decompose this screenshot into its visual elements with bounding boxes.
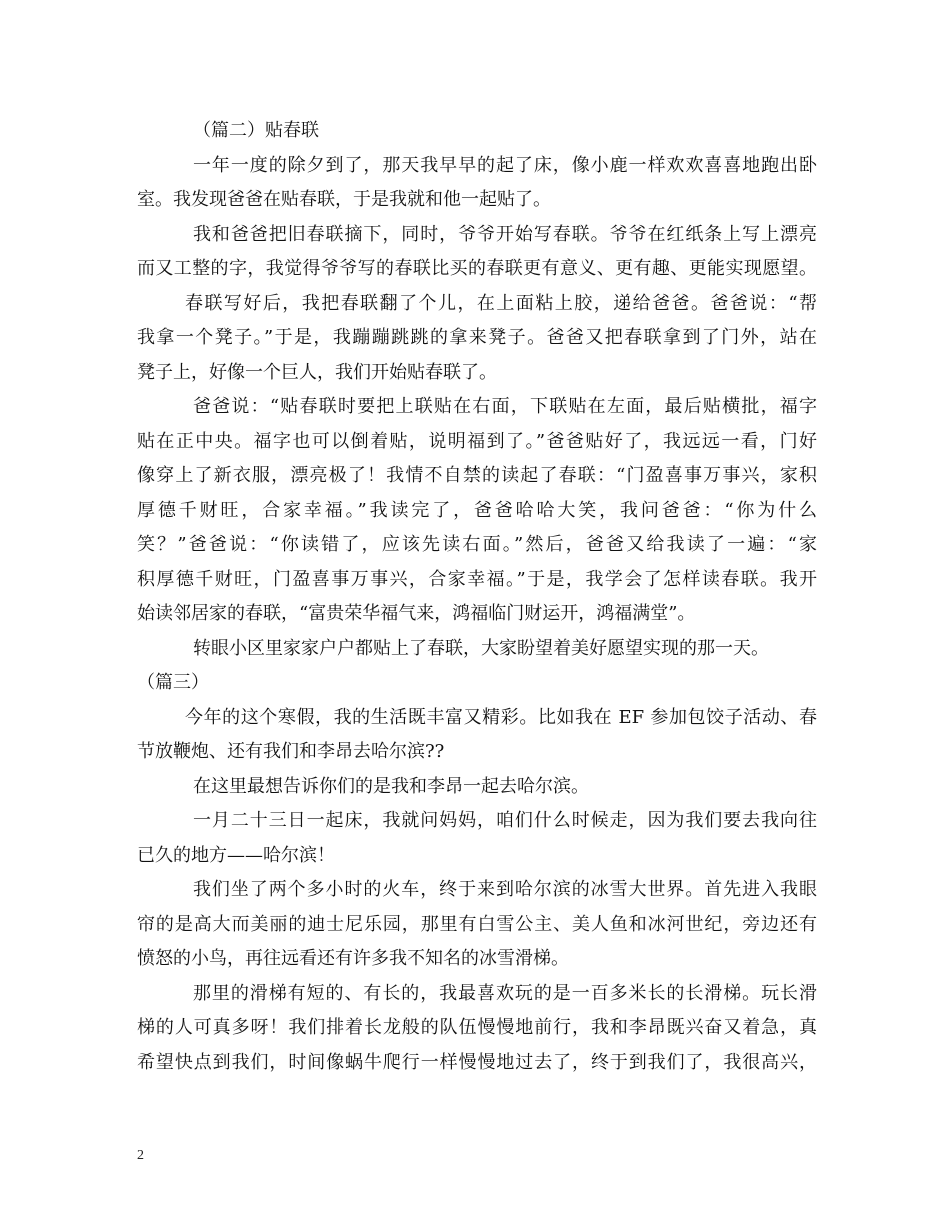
paragraph-line: 在这里最想告诉你们的是我和李昂一起去哈尔滨。 — [193, 775, 589, 797]
paragraph-line: 像穿上了新衣服，漂亮极了！我情不自禁的读起了春联：“门盈喜事万事兴，家积 — [137, 465, 817, 486]
paragraph-line: 我拿一个凳子。”于是，我蹦蹦跳跳的拿来凳子。爸爸又把春联拿到了门外，站在 — [137, 327, 817, 348]
section-heading: （篇三） — [137, 672, 209, 693]
paragraph-line: 爸爸说：“贴春联时要把上联贴在右面，下联贴在左面，最后贴横批，福字 — [193, 396, 817, 417]
paragraph-line: 转眼小区里家家户户都贴上了春联，大家盼望着美好愿望实现的那一天。 — [193, 637, 769, 659]
page-number: 2 — [137, 1148, 144, 1163]
paragraph-line: 而又工整的字，我觉得爷爷写的春联比买的春联更有意义、更有趣、更能实现愿望。 — [137, 258, 817, 279]
paragraph-line: 希望快点到我们，时间像蜗牛爬行一样慢慢地过去了，终于到我们了，我很高兴， — [137, 1051, 817, 1073]
paragraph-line: 愤怒的小鸟，再往远看还有许多我不知名的冰雪滑梯。 — [137, 948, 569, 969]
paragraph-line: 我们坐了两个多小时的火车，终于来到哈尔滨的冰雪大世界。首先进入我眼 — [193, 879, 817, 900]
section-heading: （篇二）贴春联 — [193, 120, 319, 141]
paragraph-line: 厚德千财旺，合家幸福。”我读完了，爸爸哈哈大笑，我问爸爸：“你为什么 — [137, 499, 817, 521]
paragraph-line: 已久的地方——哈尔滨！ — [137, 844, 335, 866]
paragraph-line: 春联写好后，我把春联翻了个儿，在上面粘上胶，递给爸爸。爸爸说：“帮 — [185, 292, 817, 314]
paragraph-line: 今年的这个寒假，我的生活既丰富又精彩。比如我在 EF 参加包饺子活动、春 — [185, 706, 817, 728]
paragraph-line: 一月二十三日一起床，我就问妈妈，咱们什么时候走，因为我们要去我向往 — [193, 810, 817, 831]
paragraph-line: 贴在正中央。福字也可以倒着贴，说明福到了。”爸爸贴好了，我远远一看，门好 — [137, 430, 817, 452]
paragraph-line: 梯的人可真多呀！我们排着长龙般的队伍慢慢地前行，我和李昂既兴奋又着急，真 — [137, 1017, 817, 1038]
paragraph-line: 帘的是高大而美丽的迪士尼乐园，那里有白雪公主、美人鱼和冰河世纪，旁边还有 — [137, 913, 817, 935]
paragraph-line: 一年一度的除夕到了，那天我早早的起了床，像小鹿一样欢欢喜喜地跑出卧 — [193, 154, 817, 176]
paragraph-line: 积厚德千财旺，门盈喜事万事兴，合家幸福。”于是，我学会了怎样读春联。我开 — [137, 568, 817, 590]
paragraph-line: 笑？”爸爸说：“你读错了，应该先读右面。”然后，爸爸又给我读了一遍：“家 — [137, 534, 817, 555]
paragraph-line: 我和爸爸把旧春联摘下，同时，爷爷开始写春联。爷爷在红纸条上写上漂亮 — [193, 223, 817, 245]
paragraph-line: 始读邻居家的春联，“富贵荣华福气来，鸿福临门财运开，鸿福满堂”。 — [137, 603, 696, 624]
document-body — [137, 114, 817, 1080]
paragraph-line: 节放鞭炮、还有我们和李昂去哈尔滨?? — [137, 741, 445, 762]
paragraph-line: 那里的滑梯有短的、有长的，我最喜欢玩的是一百多米长的长滑梯。玩长滑 — [193, 982, 817, 1004]
paragraph-line: 凳子上，好像一个巨人，我们开始贴春联了。 — [137, 361, 497, 383]
paragraph-line: 室。我发现爸爸在贴春联，于是我就和他一起贴了。 — [137, 189, 551, 210]
